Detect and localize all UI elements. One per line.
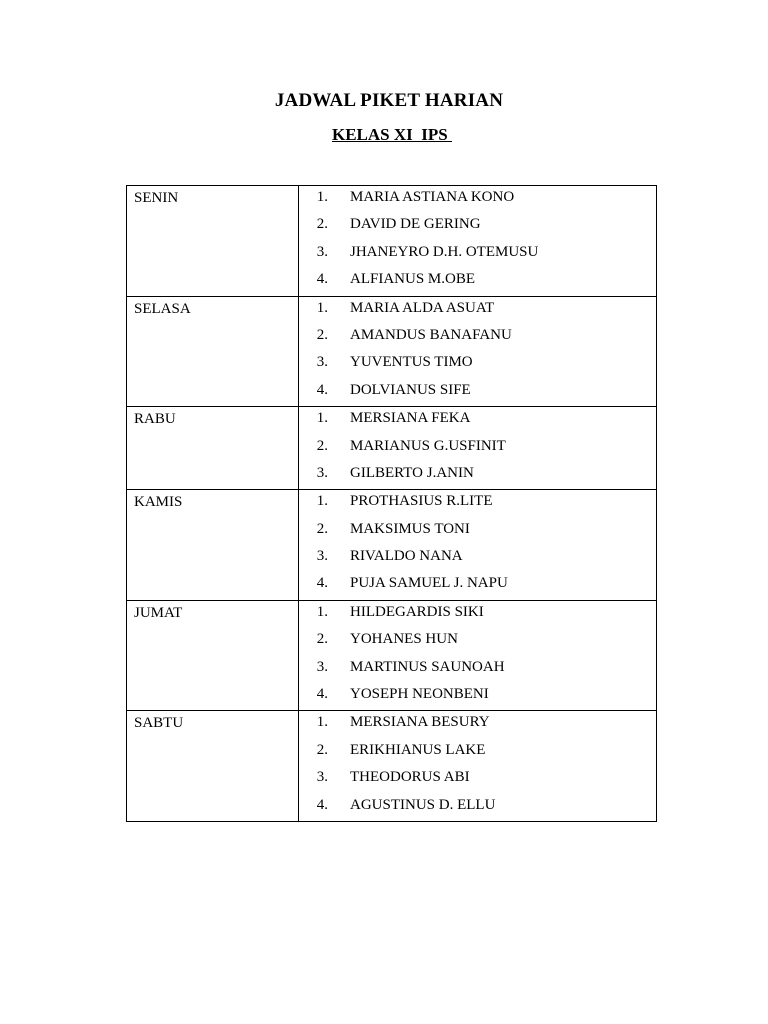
student-name: THEODORUS ABI [350,769,470,786]
names-cell [299,296,657,407]
student-name: HILDEGARDIS SIKI [350,603,484,620]
student-list [299,186,656,296]
list-number: 1. [316,410,328,427]
student-list-item [299,490,656,517]
student-name: MAKSIMUS TONI [350,520,470,537]
names-cell [299,600,657,711]
list-number: 2. [316,520,328,537]
student-list-item [299,711,656,738]
student-list-item [299,268,656,295]
student-name: DAVID DE GERING [350,216,481,233]
document-title: JADWAL PIKET HARIAN [274,90,504,111]
student-name: AGUSTINUS D. ELLU [350,796,496,813]
list-number: 1. [316,493,328,510]
student-name: YOHANES HUN [350,631,458,648]
list-number: 3. [316,548,328,565]
student-name: PUJA SAMUEL J. NAPU [350,575,508,592]
list-number: 4. [316,686,328,703]
list-number: 4. [316,271,328,288]
student-name: RIVALDO NANA [350,548,463,565]
student-list [299,601,656,711]
student-name: ERIKHIANUS LAKE [350,741,486,758]
student-list-item [299,572,656,599]
student-list-item [299,324,656,351]
student-name: GILBERTO J.ANIN [350,464,474,481]
list-number: 2. [316,437,328,454]
student-name: YOSEPH NEONBENI [350,686,489,703]
names-cell [299,490,657,601]
day-label: JUMAT [127,600,299,711]
student-list-item [299,628,656,655]
list-number: 4. [316,796,328,813]
student-list [299,407,656,489]
list-number: 1. [316,603,328,620]
schedule-row-jumat [127,600,657,711]
student-list-item [299,435,656,462]
student-list-item [299,297,656,324]
student-name: JHANEYRO D.H. OTEMUSU [350,243,539,260]
schedule-row-rabu [127,407,657,490]
student-list-item [299,794,656,821]
student-list-item [299,407,656,434]
student-list [299,711,656,821]
student-list-item [299,186,656,213]
student-name: MARIANUS G.USFINIT [350,437,506,454]
day-label: SELASA [127,296,299,407]
student-name: MARIA ASTIANA KONO [350,189,515,205]
student-name: ALFIANUS M.OBE [350,271,476,288]
student-list [299,297,656,407]
student-name: MERSIANA BESURY [350,714,490,731]
list-number: 3. [316,243,328,260]
names-cell [299,186,657,297]
student-list-item [299,545,656,572]
list-number: 2. [316,741,328,758]
schedule-row-selasa [127,296,657,407]
list-number: 1. [316,714,328,731]
list-number: 2. [316,631,328,648]
student-list-item [299,766,656,793]
student-name: AMANDUS BANAFANU [350,326,512,343]
list-number: 2. [316,326,328,343]
student-list-item [299,213,656,240]
schedule-row-senin [127,186,657,297]
student-list-item [299,656,656,683]
list-number: 4. [316,381,328,398]
student-name: DOLVIANUS SIFE [350,381,471,398]
student-list-item [299,739,656,766]
document-subtitle: KELAS XI IPS [332,125,452,144]
student-list-item [299,601,656,628]
student-list-item [299,683,656,710]
schedule-row-sabtu [127,711,657,822]
day-label: SENIN [127,186,299,297]
student-list-item [299,518,656,545]
names-cell [299,407,657,490]
list-number: 2. [316,216,328,233]
day-label: RABU [127,407,299,490]
list-number: 4. [316,575,328,592]
student-list-item [299,241,656,268]
list-number: 3. [316,769,328,786]
student-list-item [299,462,656,489]
student-name: MARIA ALDA ASUAT [350,299,495,316]
student-name: MERSIANA FEKA [350,410,471,427]
student-name: PROTHASIUS R.LITE [350,493,493,510]
day-label: KAMIS [127,490,299,601]
schedule-row-kamis [127,490,657,601]
student-list-item [299,379,656,406]
schedule-table [126,185,657,822]
list-number: 1. [316,189,328,205]
list-number: 3. [316,464,328,481]
list-number: 1. [316,299,328,316]
student-list [299,490,656,600]
day-label: SABTU [127,711,299,822]
names-cell [299,711,657,822]
student-list-item [299,351,656,378]
student-name: YUVENTUS TIMO [350,354,473,371]
student-name: MARTINUS SAUNOAH [350,658,505,675]
list-number: 3. [316,354,328,371]
schedule-table-body [127,186,657,822]
list-number: 3. [316,658,328,675]
